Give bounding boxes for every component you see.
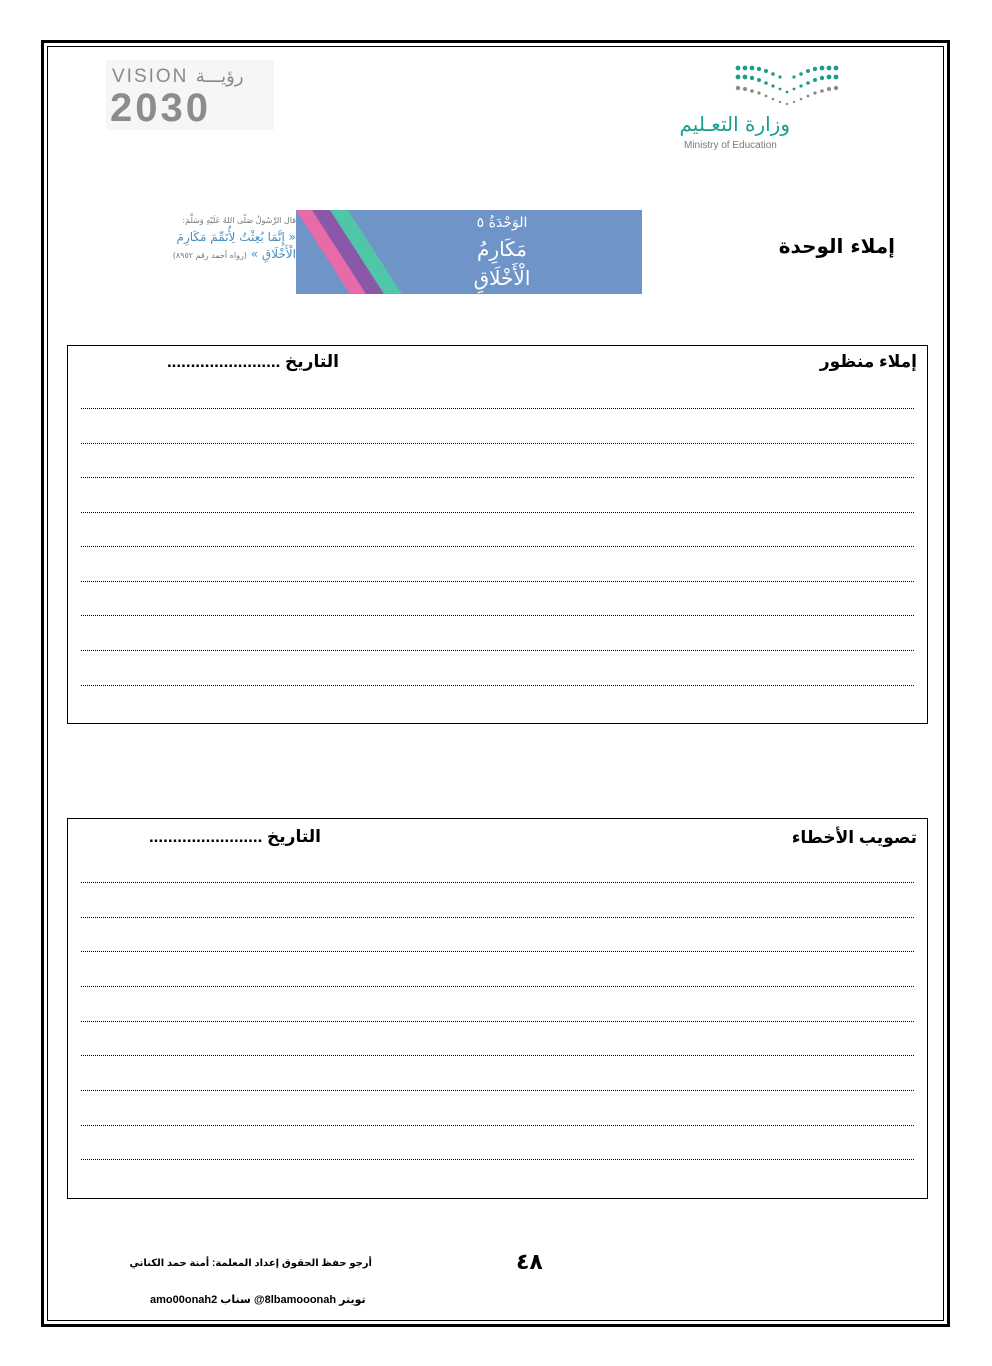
hadith-source: (رواه أحمد رقم ٨٩٥٢) [172, 251, 247, 260]
writing-line[interactable] [81, 615, 914, 616]
writing-line[interactable] [81, 443, 914, 444]
unit-label: الوَحْدَةُ ٥ [476, 215, 528, 231]
unit-heading: إملاء الوحدة [778, 234, 895, 258]
writing-line[interactable] [81, 1021, 914, 1022]
writing-line[interactable] [81, 1125, 914, 1126]
vision-logo-arabic: رؤيـــة [195, 66, 244, 87]
writing-line[interactable] [81, 1055, 914, 1056]
unit-banner [296, 210, 642, 294]
writing-line[interactable] [81, 512, 914, 513]
writing-line[interactable] [81, 917, 914, 918]
corrections-date-field[interactable]: التاريخ ........................ [148, 827, 321, 846]
ministry-dots-icon [734, 62, 840, 106]
unit-title-line-1: مَكَارِمُ [477, 237, 527, 261]
hadith-line-1: « إِنَّمَا بُعِثْتُ لِأُتَمِّمَ مَكَارِمَ [176, 230, 296, 244]
vision-logo-year: 2030 [110, 86, 211, 130]
dictation-date-field[interactable]: التاريخ ........................ [166, 352, 339, 371]
unit-title-line-2: الْأَخْلَاقِ [473, 266, 531, 290]
hadith-text [110, 212, 296, 264]
writing-line[interactable] [81, 1090, 914, 1091]
ministry-of-education-logo [680, 60, 850, 155]
writing-line[interactable] [81, 581, 914, 582]
footer-credit: أرجو حفظ الحقوق إعداد المعلمة: أمنة حمد الكناني [129, 1258, 372, 1269]
writing-line[interactable] [81, 882, 914, 883]
dictation-box [67, 345, 928, 724]
writing-line[interactable] [81, 986, 914, 987]
footer-social: تويتر 8lbamooonah@ سناب amo00onah2 [150, 1294, 366, 1306]
corrections-title: تصويب الأخطاء [791, 828, 917, 847]
vision-2030-logo [106, 60, 274, 130]
ministry-name-arabic: وزارة التعـليم [679, 112, 790, 136]
corrections-box [67, 818, 928, 1199]
writing-line[interactable] [81, 685, 914, 686]
hadith-line-2: الْأَخْلَاقِ » [250, 247, 296, 261]
writing-line[interactable] [81, 477, 914, 478]
writing-line[interactable] [81, 650, 914, 651]
ministry-name-english: Ministry of Education [684, 140, 777, 151]
writing-line[interactable] [81, 408, 914, 409]
writing-line[interactable] [81, 951, 914, 952]
page-number: ٤٨ [516, 1250, 543, 1275]
writing-line[interactable] [81, 1159, 914, 1160]
hadith-intro: قال الرَّسُولُ صَلّى اللهُ عَلَيْهِ وَسَلَّمَ: [182, 216, 296, 225]
writing-line[interactable] [81, 546, 914, 547]
dictation-title: إملاء منظور [819, 352, 917, 371]
vision-logo-text: VISION [112, 66, 189, 87]
